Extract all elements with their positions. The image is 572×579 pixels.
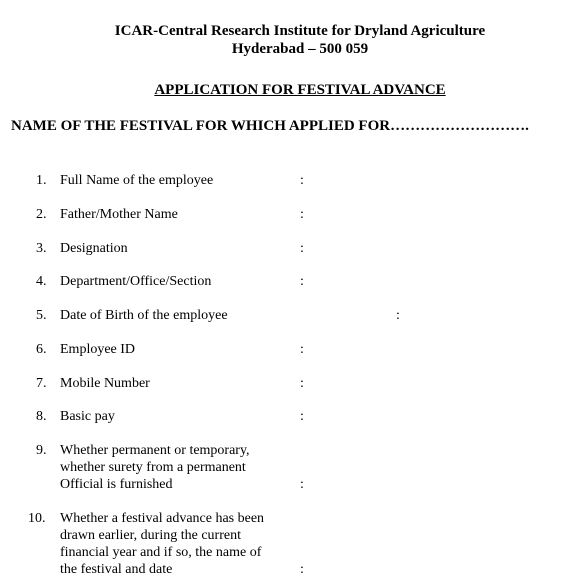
item-label: Designation [60,241,128,256]
item-value-field[interactable]: : [300,274,304,289]
item-number: 9. [36,443,47,458]
item-label: Department/Office/Section [60,274,212,289]
item-value-field[interactable]: : [300,207,304,222]
item-number: 4. [36,274,47,289]
item-label: Employee ID [60,342,136,357]
item-number: 2. [36,207,47,222]
institute-name: ICAR-Central Research Institute for Dryland Agriculture [114,23,486,39]
item-number: 5. [36,308,47,323]
item-label: Basic pay [60,409,115,424]
festival-name-field[interactable]: NAME OF THE FESTIVAL FOR WHICH APPLIED FOR………………………. [11,118,529,134]
item-number: 10. [28,511,46,526]
institute-address: Hyderabad – 500 059 [231,41,369,57]
item-value-field[interactable]: : [300,376,304,391]
item-label: Whether a festival advance has been drawn earlier, during the current financial year and if so, the name of the festival and date [60,511,265,577]
item-value-field[interactable]: : [300,173,304,188]
item-label: Date of Birth of the employee [60,308,228,323]
item-value-field[interactable]: : [396,308,400,323]
item-number: 8. [36,409,47,424]
item-value-field[interactable]: : [300,562,304,577]
item-label: Mobile Number [60,376,150,391]
item-number: 3. [36,241,47,256]
item-value-field[interactable]: : [300,241,304,256]
item-number: 7. [36,376,47,391]
item-value-field[interactable]: : [300,342,304,357]
item-value-field[interactable]: : [300,409,304,424]
item-value-field[interactable]: : [300,477,304,492]
item-label: Father/Mother Name [60,207,178,222]
institute-header [0,22,572,58]
item-label: Full Name of the employee [60,173,214,188]
form-title: APPLICATION FOR FESTIVAL ADVANCE [154,82,446,98]
item-number: 6. [36,342,47,357]
item-label: Whether permanent or temporary, whether surety from a permanent Official is furnished [60,443,250,492]
item-number: 1. [36,173,47,188]
